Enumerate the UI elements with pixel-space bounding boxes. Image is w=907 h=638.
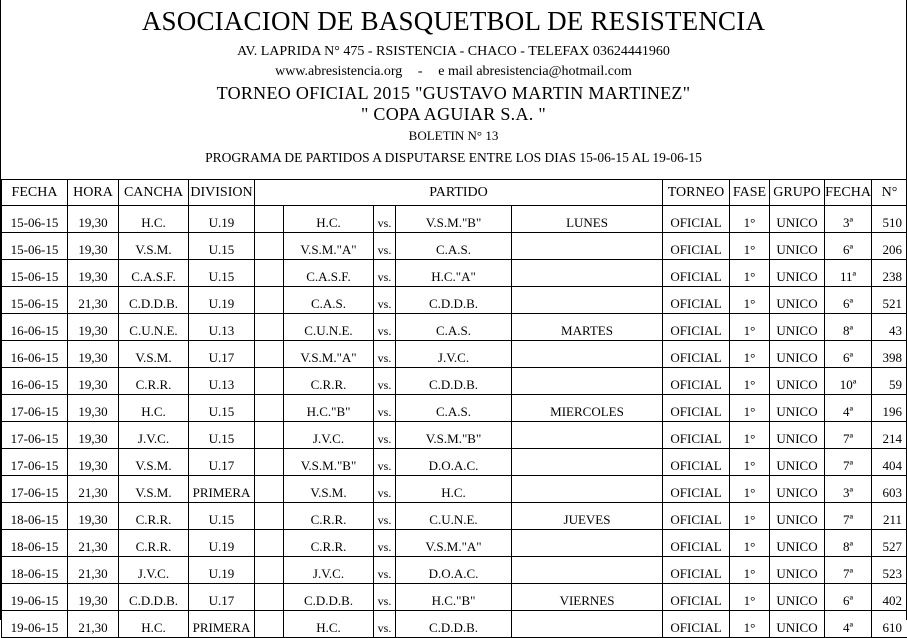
cell-grupo: UNICO	[770, 557, 825, 584]
cell-hora: 21,30	[68, 557, 119, 584]
cell-weekday	[512, 341, 663, 368]
cell-cancha: V.S.M.	[119, 341, 189, 368]
address-line: AV. LAPRIDA N° 475 - RSISTENCIA - CHACO - TELEFAX 03624441960	[1, 39, 906, 60]
cell-fase: 1°	[730, 314, 770, 341]
cell-fecha: 17-06-15	[2, 476, 68, 503]
schedule-rows	[2, 206, 907, 638]
cell-spacer	[255, 368, 284, 395]
col-hora: HORA	[68, 180, 119, 206]
cell-fecha: 17-06-15	[2, 395, 68, 422]
cell-home-team: V.S.M."B"	[284, 449, 374, 476]
cell-torneo: OFICIAL	[663, 611, 730, 638]
cell-cancha: V.S.M.	[119, 449, 189, 476]
cell-fecha-n: 3ª	[825, 476, 872, 503]
cell-weekday	[512, 530, 663, 557]
cell-away-team: J.V.C.	[396, 341, 512, 368]
table-row	[2, 368, 907, 395]
cell-division: U.15	[189, 422, 255, 449]
cell-away-team: C.D.D.B.	[396, 368, 512, 395]
cell-numero: 610	[872, 611, 907, 638]
cell-vs: vs.	[374, 557, 396, 584]
cell-torneo: OFICIAL	[663, 395, 730, 422]
cell-hora: 19,30	[68, 206, 119, 233]
cell-weekday	[512, 233, 663, 260]
cell-fase: 1°	[730, 503, 770, 530]
cell-grupo: UNICO	[770, 476, 825, 503]
cell-division: U.15	[189, 395, 255, 422]
cell-grupo: UNICO	[770, 368, 825, 395]
col-fecha-n: FECHA	[825, 180, 872, 206]
cell-away-team: C.A.S.	[396, 395, 512, 422]
cell-vs: vs.	[374, 449, 396, 476]
cell-fase: 1°	[730, 584, 770, 611]
cell-spacer	[255, 341, 284, 368]
cell-vs: vs.	[374, 395, 396, 422]
cell-torneo: OFICIAL	[663, 557, 730, 584]
cell-weekday: LUNES	[512, 206, 663, 233]
cell-hora: 19,30	[68, 341, 119, 368]
cell-torneo: OFICIAL	[663, 476, 730, 503]
cell-division: U.15	[189, 503, 255, 530]
cell-vs: vs.	[374, 503, 396, 530]
col-division: DIVISION	[189, 180, 255, 206]
cell-home-team: C.D.D.B.	[284, 584, 374, 611]
cell-torneo: OFICIAL	[663, 368, 730, 395]
cell-weekday: VIERNES	[512, 584, 663, 611]
cell-fecha-n: 6ª	[825, 233, 872, 260]
cell-fecha: 18-06-15	[2, 503, 68, 530]
cell-fecha-n: 3ª	[825, 206, 872, 233]
cell-grupo: UNICO	[770, 260, 825, 287]
cell-division: U.17	[189, 584, 255, 611]
cell-cancha: C.R.R.	[119, 503, 189, 530]
cell-division: U.17	[189, 449, 255, 476]
cell-numero: 196	[872, 395, 907, 422]
cell-spacer	[255, 287, 284, 314]
cell-fecha-n: 6ª	[825, 287, 872, 314]
cell-fecha: 15-06-15	[2, 206, 68, 233]
cell-vs: vs.	[374, 368, 396, 395]
cell-numero: 43	[872, 314, 907, 341]
cell-spacer	[255, 584, 284, 611]
cell-hora: 21,30	[68, 530, 119, 557]
cell-division: U.13	[189, 368, 255, 395]
cell-spacer	[255, 449, 284, 476]
cell-cancha: V.S.M.	[119, 233, 189, 260]
cell-weekday	[512, 260, 663, 287]
cell-numero: 398	[872, 341, 907, 368]
cell-hora: 19,30	[68, 503, 119, 530]
cell-hora: 19,30	[68, 584, 119, 611]
cell-home-team: V.S.M."A"	[284, 233, 374, 260]
cell-cancha: C.U.N.E.	[119, 314, 189, 341]
cell-home-team: C.R.R.	[284, 503, 374, 530]
schedule-table	[1, 179, 907, 638]
cell-vs: vs.	[374, 341, 396, 368]
cell-cancha: C.A.S.F.	[119, 260, 189, 287]
cell-fase: 1°	[730, 395, 770, 422]
cell-fase: 1°	[730, 287, 770, 314]
table-row	[2, 584, 907, 611]
cell-home-team: V.S.M.	[284, 476, 374, 503]
cell-away-team: V.S.M."B"	[396, 206, 512, 233]
cell-fase: 1°	[730, 530, 770, 557]
cell-fecha-n: 10ª	[825, 368, 872, 395]
cell-spacer	[255, 422, 284, 449]
cell-division: U.19	[189, 557, 255, 584]
cell-fecha-n: 6ª	[825, 584, 872, 611]
cell-numero: 603	[872, 476, 907, 503]
cell-home-team: H.C.	[284, 206, 374, 233]
cell-fecha: 15-06-15	[2, 233, 68, 260]
cell-grupo: UNICO	[770, 341, 825, 368]
table-row	[2, 503, 907, 530]
cell-home-team: H.C."B"	[284, 395, 374, 422]
cell-cancha: C.D.D.B.	[119, 584, 189, 611]
cell-spacer	[255, 395, 284, 422]
cell-hora: 21,30	[68, 611, 119, 638]
cell-weekday	[512, 557, 663, 584]
col-grupo: GRUPO	[770, 180, 825, 206]
cell-weekday	[512, 422, 663, 449]
cell-spacer	[255, 314, 284, 341]
cell-fase: 1°	[730, 557, 770, 584]
cell-cancha: J.V.C.	[119, 422, 189, 449]
program-subtitle: PROGRAMA DE PARTIDOS A DISPUTARSE ENTRE LOS DIAS 15-06-15 AL 19-06-15	[1, 148, 906, 168]
cell-fase: 1°	[730, 368, 770, 395]
cell-home-team: J.V.C.	[284, 422, 374, 449]
cell-hora: 19,30	[68, 260, 119, 287]
col-cancha: CANCHA	[119, 180, 189, 206]
cell-fase: 1°	[730, 341, 770, 368]
cell-home-team: C.A.S.	[284, 287, 374, 314]
cell-torneo: OFICIAL	[663, 449, 730, 476]
table-row	[2, 206, 907, 233]
cell-vs: vs.	[374, 584, 396, 611]
cell-division: U.19	[189, 206, 255, 233]
cell-grupo: UNICO	[770, 206, 825, 233]
cell-fase: 1°	[730, 611, 770, 638]
cell-home-team: J.V.C.	[284, 557, 374, 584]
cell-vs: vs.	[374, 476, 396, 503]
cell-away-team: V.S.M."A"	[396, 530, 512, 557]
cell-fecha-n: 8ª	[825, 314, 872, 341]
cell-hora: 21,30	[68, 476, 119, 503]
cell-cancha: J.V.C.	[119, 557, 189, 584]
cell-fecha-n: 7ª	[825, 422, 872, 449]
cell-torneo: OFICIAL	[663, 287, 730, 314]
cell-away-team: C.A.S.	[396, 233, 512, 260]
cell-cancha: V.S.M.	[119, 476, 189, 503]
cell-fecha: 16-06-15	[2, 368, 68, 395]
cell-fecha: 16-06-15	[2, 314, 68, 341]
cell-weekday	[512, 368, 663, 395]
cell-fecha: 18-06-15	[2, 557, 68, 584]
table-row	[2, 287, 907, 314]
cell-fecha-n: 11ª	[825, 260, 872, 287]
col-fase: FASE	[730, 180, 770, 206]
cell-numero: 402	[872, 584, 907, 611]
cell-numero: 206	[872, 233, 907, 260]
cell-numero: 59	[872, 368, 907, 395]
cell-fase: 1°	[730, 233, 770, 260]
table-row	[2, 260, 907, 287]
cell-fecha-n: 7ª	[825, 449, 872, 476]
cell-fecha: 17-06-15	[2, 449, 68, 476]
cell-numero: 510	[872, 206, 907, 233]
cell-home-team: C.R.R.	[284, 530, 374, 557]
cell-numero: 211	[872, 503, 907, 530]
cell-grupo: UNICO	[770, 395, 825, 422]
cell-fecha-n: 4ª	[825, 611, 872, 638]
cell-torneo: OFICIAL	[663, 584, 730, 611]
contact-line	[1, 60, 906, 81]
col-partido: PARTIDO	[255, 180, 663, 206]
website-text: www.abresistencia.org	[275, 64, 402, 79]
table-row	[2, 395, 907, 422]
cell-fase: 1°	[730, 260, 770, 287]
table-row	[2, 476, 907, 503]
cell-fecha-n: 7ª	[825, 557, 872, 584]
cell-away-team: H.C."B"	[396, 584, 512, 611]
cell-grupo: UNICO	[770, 503, 825, 530]
cell-spacer	[255, 530, 284, 557]
cell-spacer	[255, 206, 284, 233]
cell-division: PRIMERA	[189, 611, 255, 638]
cell-home-team: C.A.S.F.	[284, 260, 374, 287]
cell-numero: 404	[872, 449, 907, 476]
cell-away-team: C.A.S.	[396, 314, 512, 341]
table-row	[2, 611, 907, 638]
cell-numero: 523	[872, 557, 907, 584]
cell-numero: 238	[872, 260, 907, 287]
cell-numero: 527	[872, 530, 907, 557]
cell-cancha: H.C.	[119, 611, 189, 638]
contact-separator: -	[402, 65, 438, 79]
cell-torneo: OFICIAL	[663, 260, 730, 287]
cell-torneo: OFICIAL	[663, 422, 730, 449]
cell-fecha-n: 6ª	[825, 341, 872, 368]
cell-vs: vs.	[374, 260, 396, 287]
cell-division: U.19	[189, 530, 255, 557]
table-row	[2, 233, 907, 260]
cell-spacer	[255, 476, 284, 503]
cell-grupo: UNICO	[770, 611, 825, 638]
cell-numero: 521	[872, 287, 907, 314]
cell-vs: vs.	[374, 422, 396, 449]
cell-away-team: V.S.M."B"	[396, 422, 512, 449]
cell-vs: vs.	[374, 206, 396, 233]
header-row	[2, 180, 907, 206]
email-text: e mail abresistencia@hotmail.com	[438, 64, 632, 79]
table-row	[2, 422, 907, 449]
col-torneo: TORNEO	[663, 180, 730, 206]
cell-torneo: OFICIAL	[663, 530, 730, 557]
cell-fase: 1°	[730, 206, 770, 233]
cell-fecha: 15-06-15	[2, 260, 68, 287]
bulletin-number: BOLETIN N° 13	[1, 126, 906, 148]
cell-grupo: UNICO	[770, 422, 825, 449]
cell-spacer	[255, 611, 284, 638]
cell-cancha: C.D.D.B.	[119, 287, 189, 314]
cell-hora: 21,30	[68, 287, 119, 314]
cell-weekday	[512, 476, 663, 503]
cell-fecha-n: 4ª	[825, 395, 872, 422]
cell-vs: vs.	[374, 314, 396, 341]
cell-grupo: UNICO	[770, 233, 825, 260]
cell-spacer	[255, 503, 284, 530]
table-row	[2, 341, 907, 368]
cell-fecha: 18-06-15	[2, 530, 68, 557]
cell-home-team: V.S.M."A"	[284, 341, 374, 368]
cell-spacer	[255, 260, 284, 287]
cell-fecha-n: 8ª	[825, 530, 872, 557]
cell-fecha: 17-06-15	[2, 422, 68, 449]
cell-cancha: C.R.R.	[119, 530, 189, 557]
table-row	[2, 314, 907, 341]
cell-fecha: 16-06-15	[2, 341, 68, 368]
cell-grupo: UNICO	[770, 449, 825, 476]
cell-vs: vs.	[374, 233, 396, 260]
table-row	[2, 530, 907, 557]
cell-away-team: C.D.D.B.	[396, 287, 512, 314]
cell-fase: 1°	[730, 476, 770, 503]
cell-division: U.13	[189, 314, 255, 341]
cell-torneo: OFICIAL	[663, 503, 730, 530]
cell-division: U.19	[189, 287, 255, 314]
cell-fase: 1°	[730, 449, 770, 476]
col-numero: N°	[872, 180, 907, 206]
cell-home-team: C.R.R.	[284, 368, 374, 395]
cell-vs: vs.	[374, 530, 396, 557]
tournament-title: TORNEO OFICIAL 2015 "GUSTAVO MARTIN MARTINEZ"	[1, 81, 906, 102]
cell-grupo: UNICO	[770, 530, 825, 557]
cell-weekday: JUEVES	[512, 503, 663, 530]
col-fecha: FECHA	[2, 180, 68, 206]
cell-vs: vs.	[374, 287, 396, 314]
cell-fecha-n: 7ª	[825, 503, 872, 530]
cell-fecha: 19-06-15	[2, 584, 68, 611]
cell-fase: 1°	[730, 422, 770, 449]
cell-cancha: H.C.	[119, 395, 189, 422]
table-row	[2, 449, 907, 476]
cell-division: PRIMERA	[189, 476, 255, 503]
cell-hora: 19,30	[68, 422, 119, 449]
cell-division: U.15	[189, 260, 255, 287]
cell-hora: 19,30	[68, 368, 119, 395]
page-title: ASOCIACION DE BASQUETBOL DE RESISTENCIA	[1, 0, 906, 39]
cell-hora: 19,30	[68, 233, 119, 260]
cell-hora: 19,30	[68, 395, 119, 422]
cell-away-team: D.O.A.C.	[396, 557, 512, 584]
cell-torneo: OFICIAL	[663, 314, 730, 341]
cell-spacer	[255, 557, 284, 584]
cell-torneo: OFICIAL	[663, 233, 730, 260]
cell-weekday	[512, 449, 663, 476]
cell-torneo: OFICIAL	[663, 341, 730, 368]
cell-away-team: D.O.A.C.	[396, 449, 512, 476]
cell-home-team: C.U.N.E.	[284, 314, 374, 341]
cell-cancha: C.R.R.	[119, 368, 189, 395]
table-row	[2, 557, 907, 584]
cell-fecha: 15-06-15	[2, 287, 68, 314]
cell-away-team: H.C.	[396, 476, 512, 503]
cell-division: U.17	[189, 341, 255, 368]
cell-numero: 214	[872, 422, 907, 449]
cell-hora: 19,30	[68, 314, 119, 341]
cell-grupo: UNICO	[770, 314, 825, 341]
cell-division: U.15	[189, 233, 255, 260]
cell-torneo: OFICIAL	[663, 206, 730, 233]
cell-spacer	[255, 233, 284, 260]
cell-away-team: H.C."A"	[396, 260, 512, 287]
cell-weekday: MIERCOLES	[512, 395, 663, 422]
cell-weekday	[512, 287, 663, 314]
cell-weekday: MARTES	[512, 314, 663, 341]
cell-away-team: C.D.D.B.	[396, 611, 512, 638]
cell-cancha: H.C.	[119, 206, 189, 233]
cup-title: " COPA AGUIAR S.A. "	[1, 102, 906, 126]
cell-grupo: UNICO	[770, 287, 825, 314]
cell-weekday	[512, 611, 663, 638]
cell-home-team: H.C.	[284, 611, 374, 638]
cell-hora: 19,30	[68, 449, 119, 476]
cell-away-team: C.U.N.E.	[396, 503, 512, 530]
cell-vs: vs.	[374, 611, 396, 638]
cell-grupo: UNICO	[770, 584, 825, 611]
cell-fecha: 19-06-15	[2, 611, 68, 638]
